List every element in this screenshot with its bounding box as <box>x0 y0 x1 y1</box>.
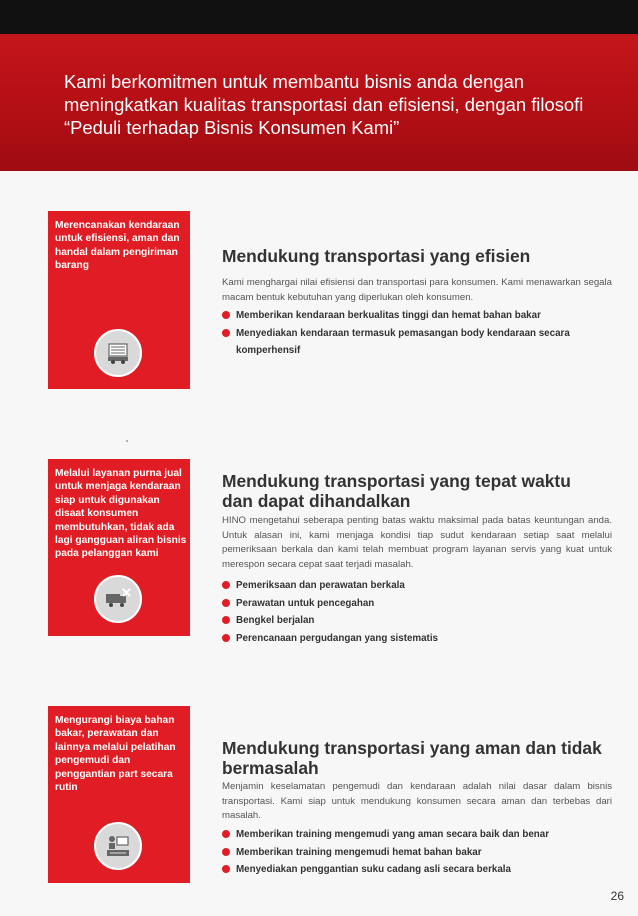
section-1-paragraph: Kami menghargai nilai efisiensi dan transportasi para konsumen. Kami menawarkan segala macam bentuk kebutuhan yang diperlukan oleh konsumen. <box>222 277 612 303</box>
bullet-dot <box>222 599 230 607</box>
section-1-bullet-list <box>222 307 612 360</box>
bullet-item: Menyediakan kendaraan termasuk pemasangan body kendaraan secara komperhensif <box>222 325 612 360</box>
section-2-bullet-list <box>222 577 612 647</box>
section-3-paragraph: Menjamin keselamatan pengemudi dan kendaraan adalah nilai dasar dalam bisnis transportasi. Kami siap untuk mendukung konsumen secara aman dan terbebas dari masalah. <box>222 781 612 822</box>
bullet-dot <box>222 581 230 589</box>
page-number: 26 <box>610 889 624 903</box>
bullet-item: Menyediakan penggantian suku cadang asli secara berkala <box>222 861 612 879</box>
bullet-item: Perencanaan pergudangan yang sistematis <box>222 630 612 648</box>
section-3-red-box <box>48 706 190 883</box>
truck-cargo-icon <box>94 329 142 377</box>
decorative-dot <box>126 440 128 442</box>
bullet-dot <box>222 616 230 624</box>
top-dark-bar <box>0 0 638 34</box>
bullet-dot <box>222 865 230 873</box>
training-parts-icon <box>94 822 142 870</box>
section-1-heading: Mendukung transportasi yang efisien <box>222 246 531 266</box>
section-2-box-text: Melalui layanan purna jual untuk menjaga kendaraan siap untuk digunakan disaat konsumen membutuhkan, tidak ada lagi gangguan aliran bisnis pada pelanggan kami <box>55 468 187 560</box>
bullet-item: Pemeriksaan dan perawatan berkala <box>222 577 612 595</box>
section-3-heading: Mendukung transportasi yang aman dan tidak bermasalah <box>222 738 602 778</box>
bullet-dot <box>222 311 230 319</box>
bullet-item: Memberikan training mengemudi yang aman secara baik dan benar <box>222 826 612 844</box>
bullet-item: Bengkel berjalan <box>222 612 612 630</box>
section-1-red-box <box>48 211 190 389</box>
bullet-dot <box>222 329 230 337</box>
bullet-item: Perawatan untuk pencegahan <box>222 595 612 613</box>
section-2-paragraph: HINO mengetahui seberapa penting batas waktu maksimal pada batas keuntungan anda. Untuk alasan ini, kami menjaga kondisi tiap sudut kendaraan setiap saat melalui pemeriksaan berkala dan kami telah membuat program layanan servis yang kuat untuk merespon secara cepat saat terjadi masalah. <box>222 515 612 570</box>
section-2-heading: Mendukung transportasi yang tepat waktu dan dapat dihandalkan <box>222 471 571 511</box>
header-banner <box>0 34 638 171</box>
service-truck-tools-icon <box>94 575 142 623</box>
section-3-box-text: Mengurangi biaya bahan bakar, perawatan dan lainnya melalui pelatihan pengemudi dan penggantian part secara rutin <box>55 715 176 794</box>
bullet-item: Memberikan kendaraan berkualitas tinggi dan hemat bahan bakar <box>222 307 612 325</box>
bullet-item: Memberikan training mengemudi hemat bahan bakar <box>222 844 612 862</box>
bullet-dot <box>222 848 230 856</box>
banner-text: Kami berkomitmen untuk membantu bisnis anda dengan meningkatkan kualitas transportasi dan efisiensi, dengan filosofi “Peduli terhadap Bisnis Konsumen Kami” <box>64 71 584 138</box>
bullet-dot <box>222 830 230 838</box>
section-1-box-text: Merencanakan kendaraan untuk efisiensi, aman dan handal dalam pengiriman barang <box>55 220 180 272</box>
section-3-bullet-list <box>222 826 612 879</box>
section-2-red-box <box>48 459 190 636</box>
bullet-dot <box>222 634 230 642</box>
